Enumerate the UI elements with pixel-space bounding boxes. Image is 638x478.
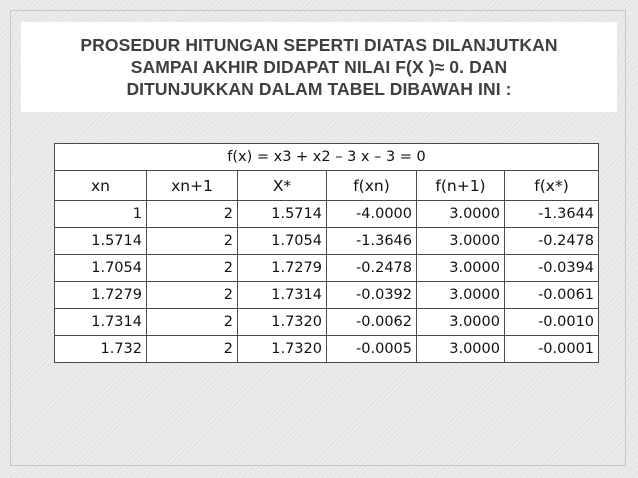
table-cell: 1 — [55, 201, 147, 228]
table-cell: 3.0000 — [417, 336, 505, 363]
header-row — [55, 171, 599, 201]
table-cell: 1.7279 — [55, 282, 147, 309]
table-cell: 1.7320 — [238, 309, 327, 336]
table-cell: 1.5714 — [238, 201, 327, 228]
table-cell: -0.0010 — [505, 309, 599, 336]
table-cell: -0.2478 — [505, 228, 599, 255]
table-cell: 3.0000 — [417, 228, 505, 255]
table-cell: 2 — [147, 282, 238, 309]
table-row — [55, 282, 599, 309]
header-cell-fn1: f(n+1) — [417, 171, 505, 201]
title-line-2: SAMPAI AKHIR DIDAPAT NILAI F(X )≈ 0. DAN — [130, 57, 508, 77]
table-row — [55, 228, 599, 255]
table-cell: 3.0000 — [417, 282, 505, 309]
table-cell: -0.0061 — [505, 282, 599, 309]
table-cell: -0.2478 — [327, 255, 417, 282]
table-cell: -0.0394 — [505, 255, 599, 282]
table-cell: 2 — [147, 336, 238, 363]
header-cell-xn1: xn+1 — [147, 171, 238, 201]
table-cell: 1.7314 — [55, 309, 147, 336]
header-cell-fxn: f(xn) — [327, 171, 417, 201]
title-line-3: DITUNJUKKAN DALAM TABEL DIBAWAH INI : — [126, 79, 512, 99]
table-row — [55, 201, 599, 228]
table-cell: 2 — [147, 255, 238, 282]
title-box — [21, 22, 617, 112]
table-cell: 2 — [147, 201, 238, 228]
title-line-1: PROSEDUR HITUNGAN SEPERTI DIATAS DILANJUTKAN — [80, 35, 558, 55]
table-row — [55, 255, 599, 282]
header-cell-xstar: X* — [238, 171, 327, 201]
table-cell: 3.0000 — [417, 255, 505, 282]
slide-title — [80, 34, 557, 100]
iteration-table — [54, 143, 599, 363]
table-cell: 3.0000 — [417, 309, 505, 336]
table-cell: 1.5714 — [55, 228, 147, 255]
table-cell: -1.3644 — [505, 201, 599, 228]
table-cell: -0.0005 — [327, 336, 417, 363]
table-cell: 1.7054 — [55, 255, 147, 282]
table-cell: -4.0000 — [327, 201, 417, 228]
formula-row — [55, 144, 599, 171]
header-cell-xn: xn — [55, 171, 147, 201]
table-cell: 1.7314 — [238, 282, 327, 309]
table-cell: 3.0000 — [417, 201, 505, 228]
table-cell: -0.0392 — [327, 282, 417, 309]
table-cell: 1.7054 — [238, 228, 327, 255]
table-cell: 2 — [147, 228, 238, 255]
table-cell: 1.732 — [55, 336, 147, 363]
table-cell: -1.3646 — [327, 228, 417, 255]
table-cell: -0.0001 — [505, 336, 599, 363]
header-cell-fxstar: f(x*) — [505, 171, 599, 201]
formula-cell: f(x) = x3 + x2 – 3 x – 3 = 0 — [55, 144, 599, 171]
table-cell: 1.7320 — [238, 336, 327, 363]
table-row — [55, 309, 599, 336]
table-row — [55, 336, 599, 363]
table-cell: 1.7279 — [238, 255, 327, 282]
table-cell: 2 — [147, 309, 238, 336]
table-cell: -0.0062 — [327, 309, 417, 336]
